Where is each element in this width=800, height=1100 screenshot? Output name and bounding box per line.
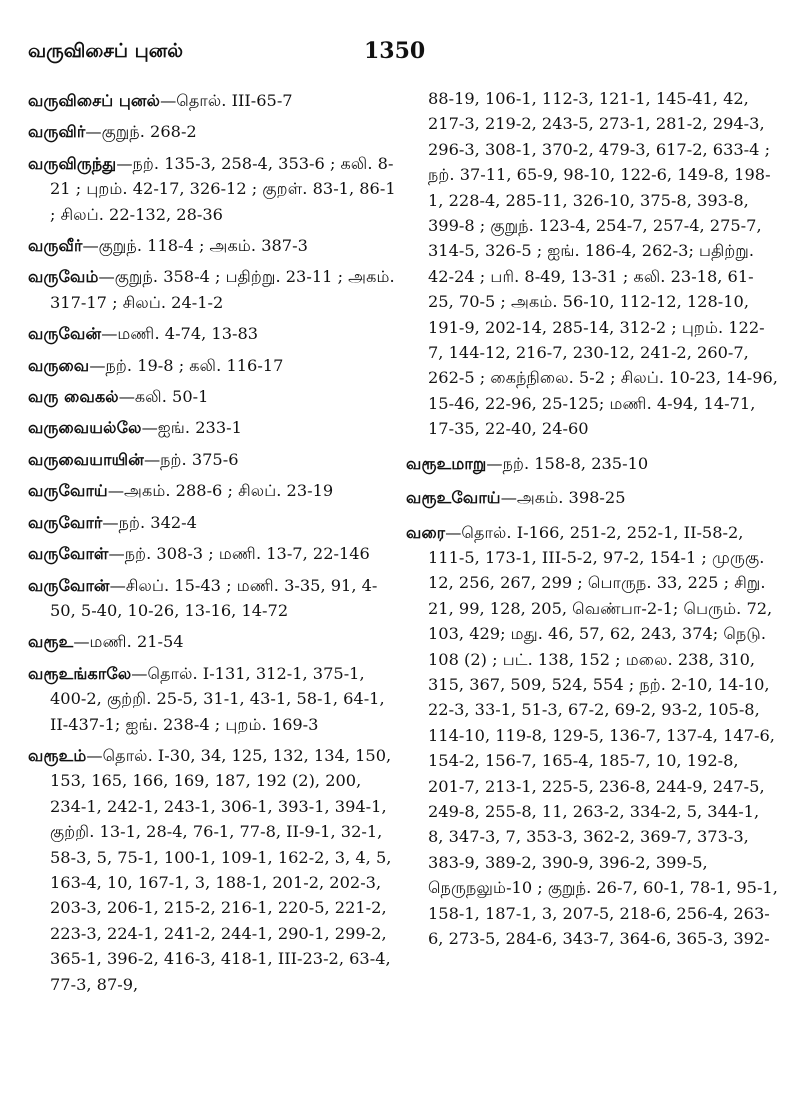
entry-references: —குறுந். 358-4 ; பதிற்று. 23-11 ; அகம். 317-17 ; சிலப். 24-1-2 (50, 267, 395, 312)
entry-headword: வருவீர் (28, 236, 83, 256)
entry-headword: வருவேம் (28, 267, 99, 287)
entry-headword: வருவோள் (28, 544, 109, 564)
entry-headword: வருவையல்லே (28, 418, 142, 438)
entry-references: —கலி. 50-1 (118, 387, 209, 407)
entry-headword: வருவோன் (28, 575, 110, 595)
index-entry (28, 478, 400, 503)
index-entry (28, 743, 400, 997)
entry-references: —நற். 135-3, 258-4, 353-6 ; கலி. 8-21 ; புறம். 42-17, 326-12 ; குறள். 83-1, 86-1 ; சிலப். 22-132, 28-36 (50, 153, 396, 224)
entry-headword: வருவோர் (28, 512, 103, 532)
entry-references: —நற். 19-8 ; கலி. 116-17 (89, 355, 284, 375)
entry-references: —தொல். I-131, 312-1, 375-1, 400-2, குற்றி. 25-5, 31-1, 43-1, 58-1, 64-1, II-437-1; ஐங். 238-4 ; புறம். 169-3 (50, 663, 385, 734)
index-entry (28, 629, 400, 654)
entry-references: —அகம். 398-25 (500, 488, 626, 508)
entry-headword: வருவையாயின் (28, 449, 144, 469)
entry-headword: வரை (406, 522, 446, 542)
left-column (28, 88, 400, 1003)
entry-references: —மணி. 21-54 (73, 632, 184, 652)
index-entry (28, 384, 400, 409)
index-entry (28, 661, 400, 737)
entry-references: —நற். 158-8, 235-10 (486, 453, 649, 473)
entry-references: —நற். 308-3 ; மணி. 13-7, 22-146 (108, 544, 370, 564)
index-entry (28, 447, 400, 472)
entry-headword: வருவிர் (28, 122, 86, 142)
entry-headword: வருவேன் (28, 324, 102, 344)
index-entry (28, 510, 400, 535)
index-entry (28, 264, 400, 315)
entry-references: —ஐங். 233-1 (141, 418, 242, 438)
entry-references: —தொல். III-65-7 (160, 91, 293, 110)
entry-headword: வருவிருந்து (28, 153, 117, 173)
index-entry (28, 151, 400, 227)
entry-references: —குறுந். 268-2 (85, 122, 197, 142)
right-column (406, 86, 778, 960)
index-entry (28, 119, 400, 144)
entry-headword: வருவிசைப் புனல் (28, 91, 161, 110)
entry-headword: வரூஉம் (28, 745, 87, 765)
index-entry (406, 451, 778, 476)
index-entry (28, 88, 400, 113)
entry-references: —அகம். 288-6 ; சிலப். 23-19 (107, 481, 334, 501)
entry-references: —நற். 375-6 (143, 449, 239, 469)
entry-references: —தொல். I-30, 34, 125, 132, 134, 150, 153, 165, 166, 169, 187, 192 (2), 200, 234-1, 242-1, 243-1, 306-1, 393-1, 394-1, குற்றி. 13-1, 28-4, 76-1, 77-8, II-9-1, 32-1, 58-3, 5, 75-1, 100-1, 109-1, 162-2, 3, 4, 5, 163-4, 10, 167-1, 3, 188-1, 201-2, 202-3, 203-3, 206-1, 215-2, 216-1, 220-5, 221-2, 223-3, 224-1, 241-2, 244-1, 290-1, 299-2, 365-1, 396-2, 416-3, 418-1, III-23-2, 63-4, 77-3, 87-9, (50, 745, 392, 994)
entry-references: —குறுந். 118-4 ; அகம். 387-3 (82, 236, 308, 256)
page-number: 1350 (364, 38, 426, 64)
index-entry (28, 573, 400, 624)
entry-references: —நற். 342-4 (102, 512, 197, 532)
entry-headword: வருவை (28, 355, 90, 375)
entry-references: 88-19, 106-1, 112-3, 121-1, 145-41, 42, 217-3, 219-2, 243-5, 273-1, 281-2, 294-3, 296-3, 308-1, 370-2, 479-3, 617-2, 633-4 ; நற். 37-11, 65-9, 98-10, 122-6, 149-8, 198-1, 228-4, 285-11, 326-10, 375-8, 393-8, 399-8 ; குறுந். 123-4, 254-7, 257-4, 275-7, 314-5, 326-5 ; ஐங். 186-4, 262-3; பதிற்று. 42-24 ; பரி. 8-49, 13-31 ; கலி. 23-18, 61-25, 70-5 ; அகம். 56-10, 112-12, 128-10, 191-9, 202-14, 285-14, 312-2 ; புறம். 122-7, 144-12, 216-7, 230-12, 241-2, 260-7, 262-5 ; கைந்நிலை. 5-2 ; சிலப். 10-23, 14-96, 15-46, 22-96, 25-125; மணி. 4-94, 14-71, 17-35, 22-40, 24-60 (428, 89, 778, 439)
entry-headword: வரூஉ (28, 632, 74, 652)
index-entry (406, 86, 778, 442)
index-entry (406, 520, 778, 952)
entry-references: —மணி. 4-74, 13-83 (101, 324, 259, 344)
index-entry (28, 415, 400, 440)
entry-headword: வரூஉமாறு (406, 453, 487, 473)
entry-headword: வரு வைகல் (28, 387, 119, 407)
index-entry (28, 321, 400, 346)
index-entry (28, 353, 400, 378)
entry-references: —சிலப். 15-43 ; மணி. 3-35, 91, 4-50, 5-40, 10-26, 13-16, 14-72 (50, 575, 378, 620)
entry-headword: வரூஉவோய் (406, 488, 501, 508)
running-head: வருவிசைப் புனல் (28, 40, 183, 62)
index-entry (28, 233, 400, 258)
entry-references: —தொல். I-166, 251-2, 252-1, II-58-2, 111-5, 173-1, III-5-2, 97-2, 154-1 ; முருகு. 12, 256, 267, 299 ; பொருந. 33, 225 ; சிறு. 21, 99, 128, 205, வெண்பா-2-1; பெரும். 72, 103, 429; மது. 46, 57, 62, 243, 374; நெடு. 108 (2) ; பட். 138, 152 ; மலை. 238, 310, 315, 367, 509, 524, 554 ; நற். 2-10, 14-10, 22-3, 33-1, 51-3, 67-2, 69-2, 93-2, 105-8, 114-10, 119-8, 129-5, 136-7, 137-4, 147-6, 154-2, 156-7, 165-4, 185-7, 10, 192-8, 201-7, 213-1, 225-5, 236-8, 244-9, 247-5, 249-8, 255-8, 11, 263-2, 334-2, 5, 344-1, 8, 347-3, 7, 353-3, 362-2, 369-7, 373-3, 383-9, 389-2, 390-9, 396-2, 399-5, நெருநலும்-10 ; குறுந். 26-7, 60-1, 78-1, 95-1, 158-1, 187-1, 3, 207-5, 218-6, 256-4, 263-6, 273-5, 284-6, 343-7, 364-6, 365-3, 392- (428, 522, 778, 948)
entry-headword: வருவோய் (28, 481, 108, 501)
index-entry (406, 485, 778, 510)
entry-headword: வரூஉங்காலே (28, 663, 132, 683)
index-entry (28, 541, 400, 566)
